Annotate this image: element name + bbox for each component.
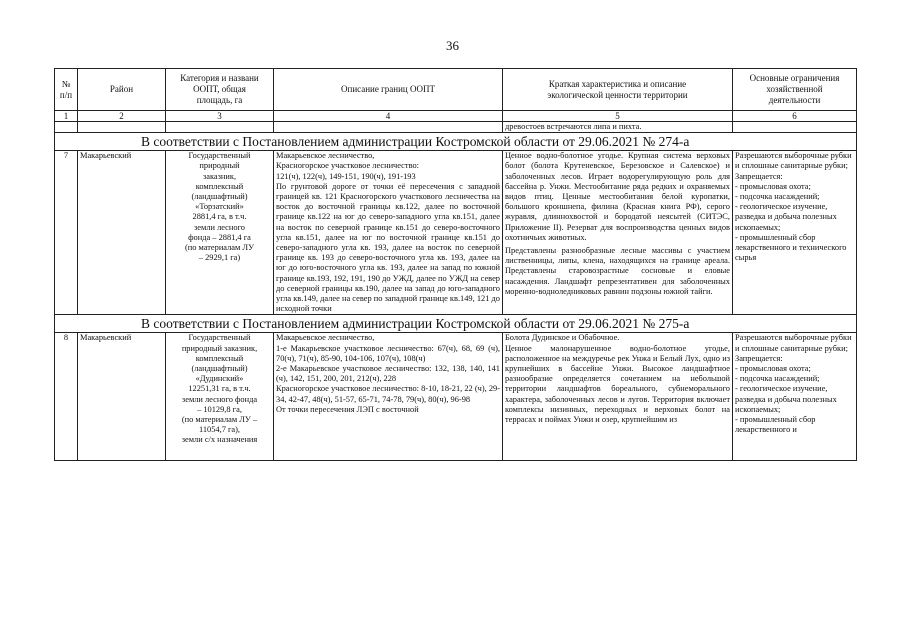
district-cell: Макарьевский [78, 151, 166, 315]
continuation-text: древостоев встречаются липа и пихта. [503, 122, 733, 133]
column-number: 6 [733, 111, 857, 122]
section-title: В соответствии с Постановлением администрации Костромской области от 29.06.2021 № 274-а [55, 133, 857, 151]
borders-paragraph: Красногорское участковое лесничество: 8-10, 18-21, 22 (ч), 29-34, 42-47, 48(ч), 51-57, 65-71, 74-78, 79(ч), 80(ч), 96-98 [276, 384, 500, 404]
header-characteristics: Краткая характеристика и описание экологической ценности территории [503, 69, 733, 111]
column-number: 1 [55, 111, 78, 122]
header-restrictions: Основные ограничения хозяйственной деятельности [733, 69, 857, 111]
page-number: 36 [446, 38, 459, 53]
borders-paragraph: От точки пересечения ЛЭП с восточной [276, 404, 419, 414]
protected-areas-table [54, 68, 857, 461]
column-number: 2 [78, 111, 166, 122]
header-category: Категория и названи ООПТ, общая площадь, га [166, 69, 274, 111]
column-number: 4 [274, 111, 503, 122]
row-number: 7 [55, 151, 78, 315]
borders-paragraph: 2-е Макарьевское участковое лесничество: 132, 138, 140, 141 (ч), 142, 151, 200, 201, 212(ч), 228 [276, 364, 500, 384]
section-title: В соответствии с Постановлением администрации Костромской области от 29.06.2021 № 275-а [55, 315, 857, 333]
restrictions-cell: Разрешаются выборочные рубки и сплошные санитарные рубки; Запрещается: - промысловая охота; - подсочка насаждений; - геологическое изучение, разведка и добыча полезных ископаемых; - промышленный сбор лекарственного и [733, 333, 857, 461]
characteristics-paragraph: Ценное малонарушенное водно-болотное угодье, расположенное на междуречье рек Унжа и Белый Лух, одно из крупнейших в бассейне Унжи. Высокое ландшафтное разнообразие определяется сочетанием на небольшой территории ландшафтов бореального, субнеморального характера, заболоченных лесов и лугов. Территория включает комплексы низинных, переходных и верховых болот на террасах и поймах Унжи и озер, крупнейшим из [505, 343, 730, 425]
column-number-row [55, 111, 857, 122]
category-cell: Государственный природный заказник, комплексный (ландшафтный) «Торзатский» 2881,4 га, в т.ч. земли лесного фонда – 2881,4 га (по материалам ЛУ – 2929,1 га) [166, 151, 274, 315]
borders-cell: Макарьевское лесничество, Красногорское участковое лесничество: 121(ч), 122(ч), 149-151, 190(ч), 191-193 По грунтовой дороге от точки её пересечения с западной границей кв. 121 Красногорского участкового лесничества на восток до восточной границы кв.122, далее по восточной границе кв.122 на юг до северо-западного угла кв.151, далее на восток по северной границе кв.151 до северо-восточного угла кв.151, далее на юг по восточной границе кв.151 до северо-западного угла кв. 193, далее на восток по северной границе кв. 193 до северо-восточного угла кв. 193, далее на юг до юго-восточного угла кв. 193, далее на запад по южной границе кв.193, 192, 191, 190 до УЖД, далее по УЖД на север до северной границы кв.190, далее на запад до юго-западного угла кв.149, далее на север по западной границе кв.149, 121 до исходной точки [274, 151, 503, 315]
district-cell: Макарьевский [78, 333, 166, 461]
table-row [55, 151, 857, 315]
section-heading-row [55, 133, 857, 151]
header-district: Район [78, 69, 166, 111]
characteristics-paragraph: Болота Дудинское и Обабочное. [505, 333, 620, 343]
borders-paragraph: Макарьевское лесничество, 1-е Макарьевское участковое лесничество: 67(ч), 68, 69 (ч), 70(ч), 71(ч), 85-90, 104-106, 107(ч), 108(ч) [276, 333, 500, 363]
column-number: 5 [503, 111, 733, 122]
column-number: 3 [166, 111, 274, 122]
header-row [55, 69, 857, 111]
row-number: 8 [55, 333, 78, 461]
characteristics-cell [503, 333, 733, 461]
continuation-row [55, 122, 857, 133]
restrictions-cell: Разрешаются выборочные рубки и сплошные санитарные рубки; Запрещается: - промысловая охота; - подсочка насаждений; - геологическое изучение, разведка и добыча полезных ископаемых; - промышленный сбор лекарственного и технического сырья [733, 151, 857, 315]
borders-cell [274, 333, 503, 461]
characteristics-paragraph: Ценное водно-болотное угодье. Крупная система верховых болот (болота Крутеневское, Березовское и Салевское) и заболоченных лесов. Играет водорегулирующую роль для бассейна р. Унжи. Местообитание ряда редких и охраняемых видов птиц. Ценные местообитания белой куропатки, большого кроншнепа, филина (Красная книга РФ), серого журавля, длиннохвостой и бородатой неясытей (СИТЭС, Приложение II). Резерват для воспроизводства ценных видов охотничьих животных. [505, 151, 730, 242]
header-borders: Описание границ ООПТ [274, 69, 503, 111]
category-cell: Государственный природный заказник, комплексный (ландшафтный) «Дудинский» 12251,31 га, в т.ч. земли лесного фонда – 10129,8 га, (по материалам ЛУ – 11054,7 га), земли с/х назначения [166, 333, 274, 461]
characteristics-cell [503, 151, 733, 315]
section-heading-row [55, 315, 857, 333]
table-row [55, 333, 857, 461]
header-number: № п/п [55, 69, 78, 111]
characteristics-paragraph: Представлены разнообразные лесные массивы с участием лиственницы, липы, клена, находящихся на границе ареала. Представлены старовозрастные сосновые и еловые насаждения. Ландшафт репрезентативен для заболоченных моренно-водноледниковых равнин подзоны южной тайги. [505, 246, 730, 296]
